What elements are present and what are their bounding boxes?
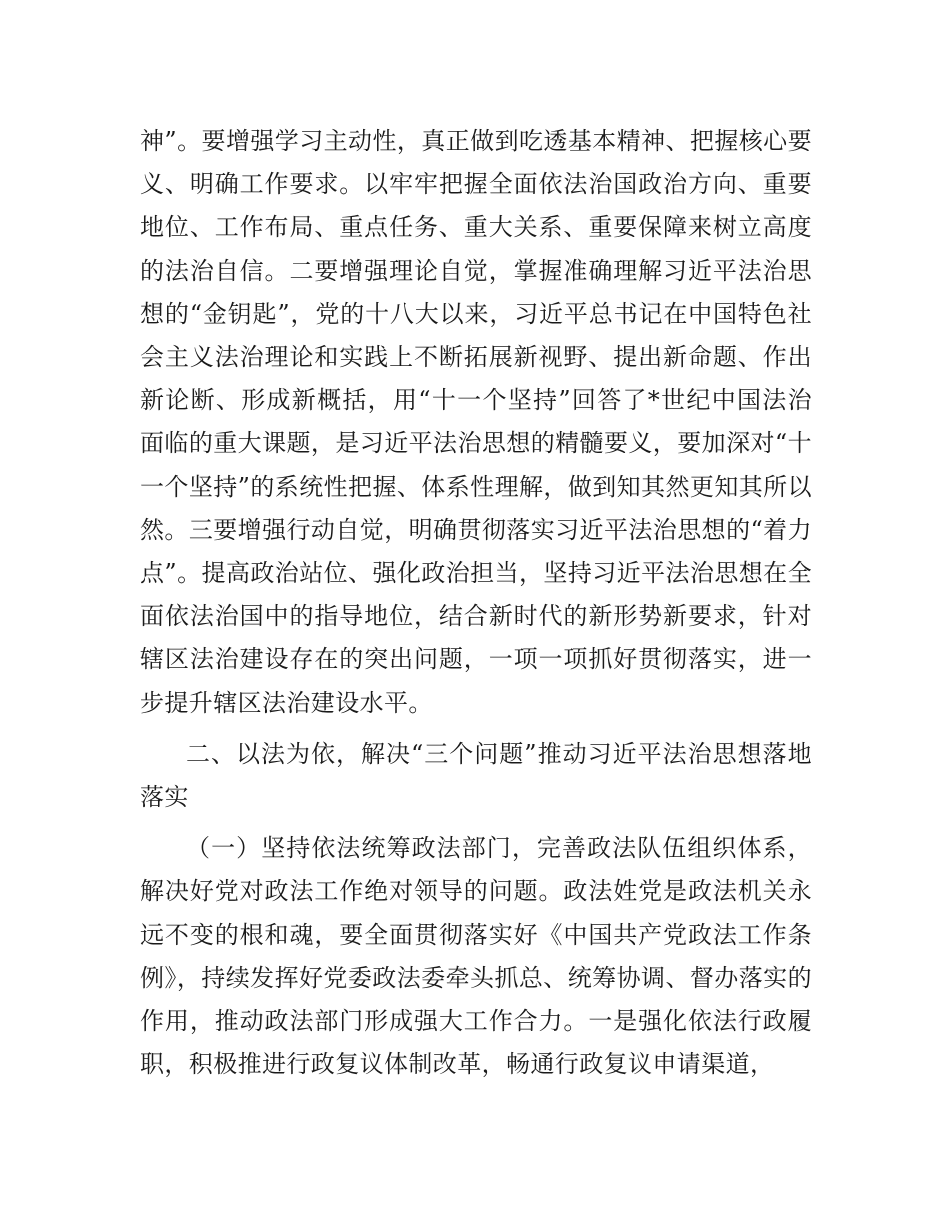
section-heading: 二、以法为依，解决“三个问题”推动习近平法治思想落地落实 (140, 739, 812, 812)
document-body (140, 120, 812, 1086)
subsection-paragraph: （一）坚持依法统筹政法部门，完善政法队伍组织体系，解决好党对政法工作绝对领导的问题。政法姓党是政法机关永远不变的根和魂，要全面贯彻落实好《中国共产党政法工作条例》，持续发挥好党委政法委牵头抓总、统筹协调、督办落实的作用，推动政法部门形成强大工作合力。一是强化依法行政履职，积极推进行政复议体制改革，畅通行政复议申请渠道， (140, 834, 812, 1079)
paragraph-continuation: 神”。要增强学习主动性，真正做到吃透基本精神、把握核心要义、明确工作要求。以牢牢把握全面依法治国政治方向、重要地位、工作布局、重点任务、重大关系、重要保障来树立高度的法治自信。二要增强理论自觉，掌握准确理解习近平法治思想的“金钥匙”，党的十八大以来，习近平总书记在中国特色社会主义法治理论和实践上不断拓展新视野、提出新命题、作出新论断、形成新概括，用“十一个坚持”回答了*世纪中国法治面临的重大课题，是习近平法治思想的精髓要义，要加深对“十一个坚持”的系统性把握、体系性理解，做到知其然更知其所以然。三要增强行动自觉，明确贯彻落实习近平法治思想的“着力点”。提高政治站位、强化政治担当，坚持习近平法治思想在全面依法治国中的指导地位，结合新时代的新形势新要求，针对辖区法治建设存在的突出问题，一项一项抓好贯彻落实，进一步提升辖区法治建设水平。 (140, 127, 812, 717)
